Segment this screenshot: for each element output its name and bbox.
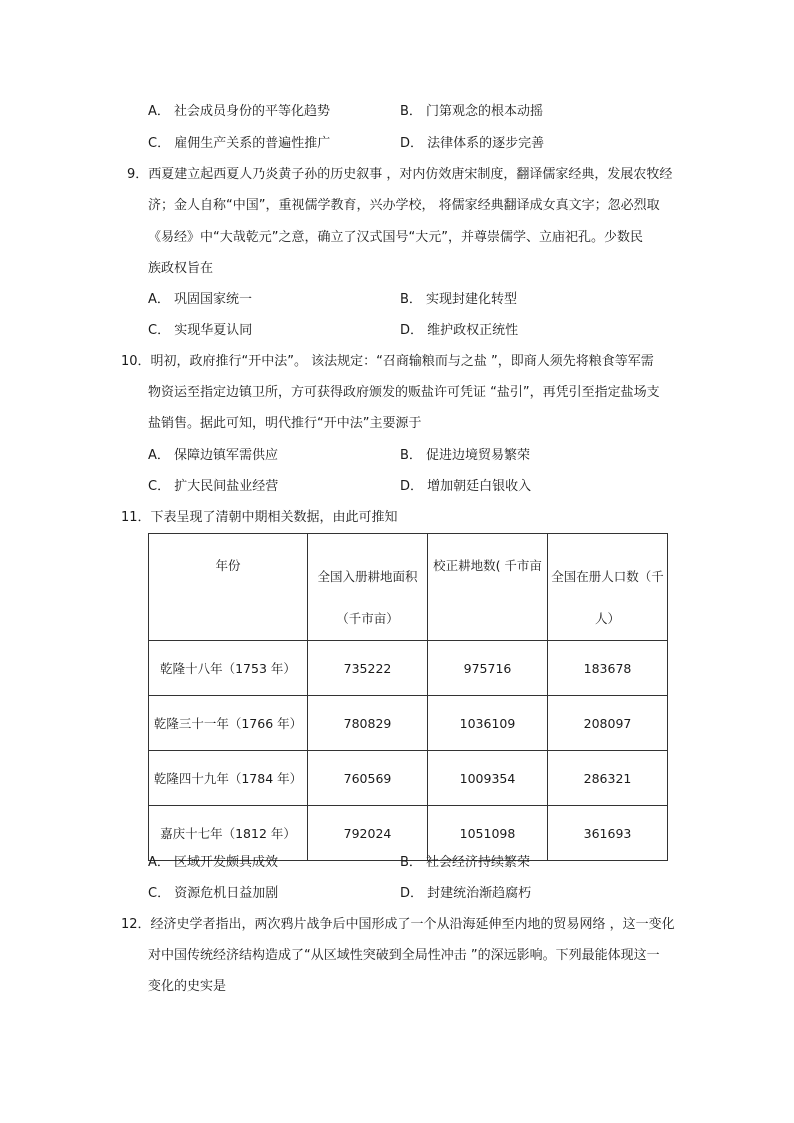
q10-option-a: A． 保障边镇军需供应 bbox=[148, 448, 279, 463]
q8-option-a: A． 社会成员身份的平等化趋势 bbox=[148, 104, 331, 119]
cell-population: 183678 bbox=[548, 641, 668, 696]
cell-registered-land: 760569 bbox=[308, 751, 428, 806]
cell-registered-land: 792024 bbox=[308, 806, 428, 861]
q10-option-b: B． 促进边境贸易繁荣 bbox=[400, 448, 531, 463]
cell-year: 乾隆四十九年（1784 年） bbox=[149, 751, 308, 806]
q9-stem-line-1: 9．西夏建立起西夏人乃炎黄子孙的历史叙事 ，对内仿效唐宋制度，翻译儒家经典，发展农牧经 bbox=[127, 167, 673, 182]
q10-stem-line-3: 盐销售。据此可知，明代推行“开中法”主要源于 bbox=[148, 416, 422, 431]
qing-data-table bbox=[148, 533, 668, 861]
q8-option-b: B． 门第观念的根本动摇 bbox=[400, 104, 544, 119]
cell-registered-land: 735222 bbox=[308, 641, 428, 696]
q9-stem-line-3: 《易经》中“大哉乾元”之意，确立了汉式国号“大元”，并尊崇儒学、立庙祀孔。少数民 bbox=[148, 230, 643, 245]
q10-stem-line-2: 物资运至指定边镇卫所，方可获得政府颁发的贩盐许可凭证 “盐引”，再凭引至指定盐场支 bbox=[148, 385, 660, 400]
table-row bbox=[149, 641, 668, 696]
q9-option-c: C． 实现华夏认同 bbox=[148, 323, 253, 338]
table-row bbox=[149, 751, 668, 806]
cell-corrected-land: 1051098 bbox=[428, 806, 548, 861]
cell-registered-land: 780829 bbox=[308, 696, 428, 751]
q11-option-b: B． 社会经济持续繁荣 bbox=[400, 855, 531, 870]
q11-option-d: D． 封建统治渐趋腐朽 bbox=[400, 886, 532, 901]
cell-corrected-land: 1009354 bbox=[428, 751, 548, 806]
cell-population: 286321 bbox=[548, 751, 668, 806]
q12-stem-line-1: 12．经济史学者指出，两次鸦片战争后中国形成了一个从沿海延伸至内地的贸易网络 ，这一变化 bbox=[121, 917, 675, 932]
q8-option-d: D． 法律体系的逐步完善 bbox=[400, 136, 545, 151]
cell-corrected-land: 1036109 bbox=[428, 696, 548, 751]
cell-population: 361693 bbox=[548, 806, 668, 861]
q9-stem-line-2: 济；金人自称“中国”，重视儒学教育，兴办学校， 将儒家经典翻译成女真文字；忽必烈取 bbox=[148, 198, 660, 213]
q9-stem-line-4: 族政权旨在 bbox=[148, 261, 214, 276]
q8-option-c: C． 雇佣生产关系的普遍性推广 bbox=[148, 136, 331, 151]
q12-stem-line-2: 对中国传统经济结构造成了“从区域性突破到全局性冲击 ”的深远影响。下列最能体现这一 bbox=[148, 948, 660, 963]
header-population: 全国在册人口数（千 人） bbox=[548, 534, 668, 641]
q10-stem-line-1: 10．明初，政府推行“开中法”。 该法规定：“召商输粮而与之盐 ”，即商人须先将粮食等军需 bbox=[121, 354, 654, 369]
q9-option-b: B． 实现封建化转型 bbox=[400, 292, 518, 307]
q10-option-c: C． 扩大民间盐业经营 bbox=[148, 479, 279, 494]
q10-option-d: D． 增加朝廷白银收入 bbox=[400, 479, 532, 494]
table-row bbox=[149, 696, 668, 751]
cell-corrected-land: 975716 bbox=[428, 641, 548, 696]
table-header-row bbox=[149, 534, 668, 641]
header-registered-land: 全国入册耕地面积 （千市亩） bbox=[308, 534, 428, 641]
q11-stem: 11．下表呈现了清朝中期相关数据，由此可推知 bbox=[121, 510, 398, 525]
cell-year: 乾隆三十一年（1766 年） bbox=[149, 696, 308, 751]
q9-option-d: D． 维护政权正统性 bbox=[400, 323, 519, 338]
q11-option-c: C． 资源危机日益加剧 bbox=[148, 886, 279, 901]
cell-year: 乾隆十八年（1753 年） bbox=[149, 641, 308, 696]
header-year: 年份 bbox=[149, 534, 308, 641]
header-corrected-land: 校正耕地数( 千市亩 bbox=[428, 534, 548, 641]
q12-stem-line-3: 变化的史实是 bbox=[148, 979, 227, 994]
q9-option-a: A． 巩固国家统一 bbox=[148, 292, 253, 307]
q11-option-a: A． 区域开发颇具成效 bbox=[148, 855, 279, 870]
cell-population: 208097 bbox=[548, 696, 668, 751]
cell-year: 嘉庆十七年（1812 年） bbox=[149, 806, 308, 861]
